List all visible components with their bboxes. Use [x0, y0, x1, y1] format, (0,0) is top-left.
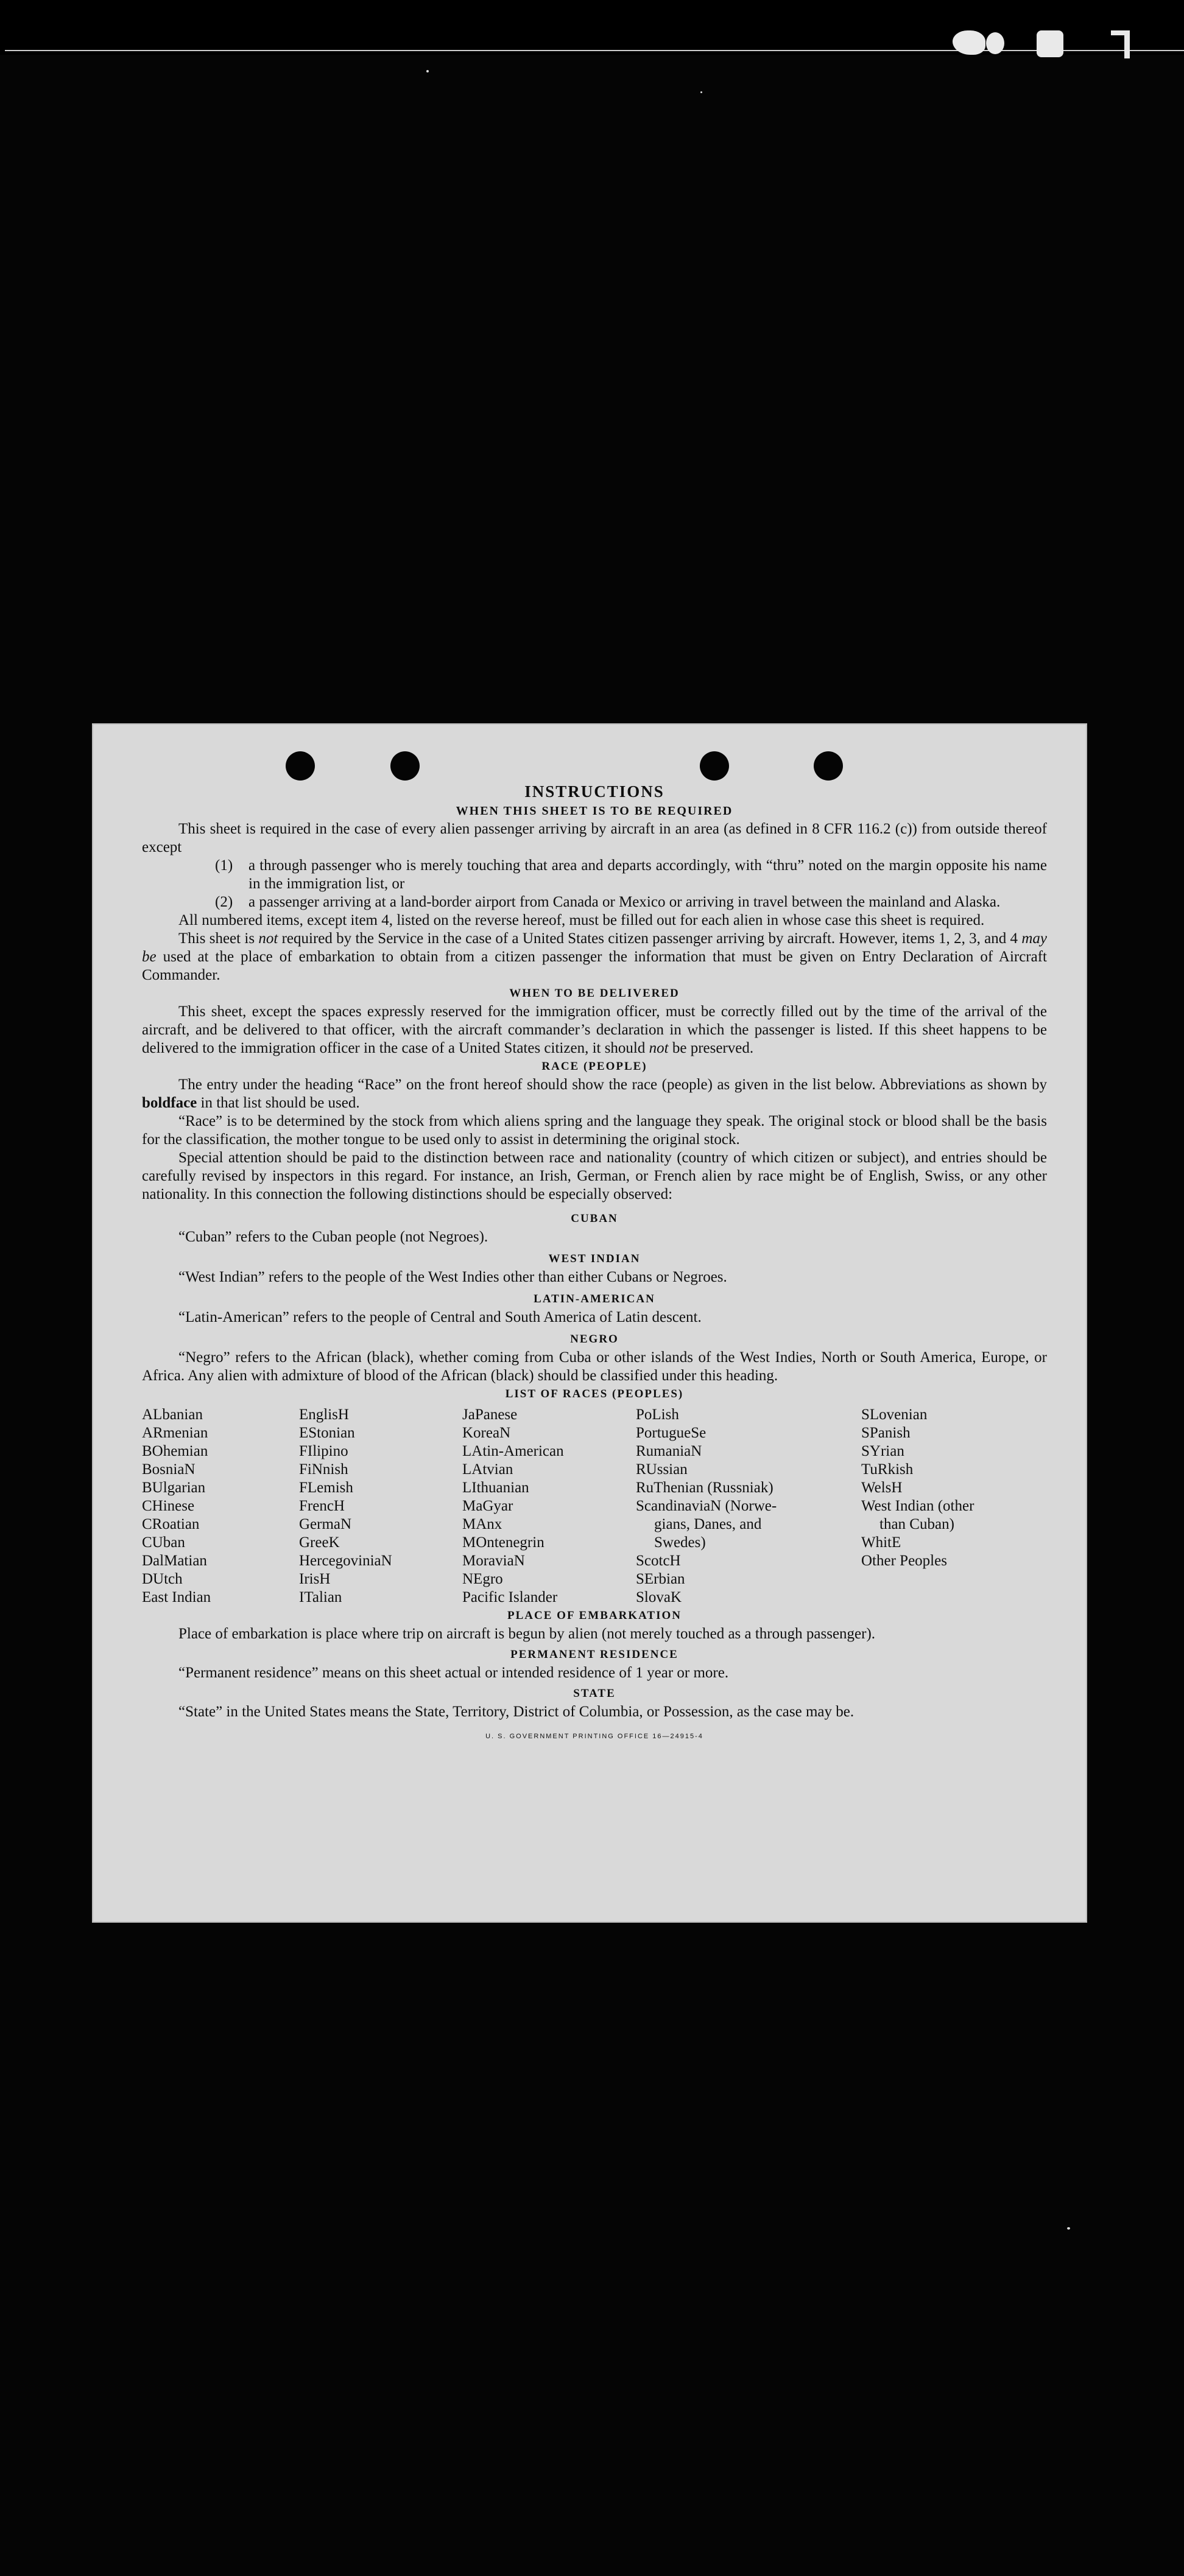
race-entry: ITalian — [299, 1589, 342, 1606]
race-entry-continuation: gians, Danes, and — [654, 1516, 762, 1532]
bold-term: boldface — [142, 1095, 197, 1111]
race-entry: ScandinaviaN (Norwe- — [636, 1498, 777, 1514]
film-speck — [1067, 2227, 1070, 2230]
race-entry: MAnx — [462, 1516, 502, 1532]
race-entry: FrencH — [299, 1498, 345, 1514]
race-entry: SYrian — [861, 1443, 904, 1459]
required-intro: This sheet is required in the case of every alien passenger arriving by aircraft in an area (as defined in 8 CFR 116.2 (c)) from outside thereof except — [142, 821, 1047, 855]
film-speck — [700, 91, 702, 93]
punch-hole — [700, 751, 729, 781]
residence-paragraph: “Permanent residence” means on this sheet actual or intended residence of 1 year or more. — [178, 1665, 729, 1681]
document-page — [92, 723, 1087, 1923]
race-entry-continuation: than Cuban) — [879, 1516, 954, 1532]
delivered-paragraph — [142, 1003, 1047, 1058]
race-entry: Pacific Islander — [462, 1589, 558, 1606]
race-entry: West Indian (other — [861, 1498, 974, 1514]
emphasis: may be — [142, 930, 1047, 965]
race-entry: ScotcH — [636, 1553, 681, 1569]
text-run: used at the place of embarkation to obtain from a citizen passenger the information that must be given on Entry Declaration of Aircraft Commander. — [142, 949, 1047, 983]
race-entry: ALbanian — [142, 1406, 203, 1423]
negro-paragraph: “Negro” refers to the African (black), whether coming from Cuba or other islands of the West Indies, North or South America, Europe, or Africa. Any alien with admixture of blood of the African (black) should be classified under this heading. — [142, 1349, 1047, 1384]
race-entry: CUban — [142, 1534, 185, 1551]
citizen-paragraph — [142, 930, 1047, 984]
emphasis: not — [258, 930, 278, 947]
race-entry: EStonian — [299, 1425, 355, 1441]
embarkation-heading: PLACE OF EMBARKATION — [507, 1609, 682, 1622]
race-entry: CRoatian — [142, 1516, 200, 1532]
frame-mark — [1124, 30, 1130, 58]
race-entry: WhitE — [861, 1534, 901, 1551]
races-list — [142, 1406, 1047, 1607]
text-run: This sheet is — [178, 930, 259, 947]
text-run: in that list should be used. — [197, 1095, 360, 1111]
race-entry: RumaniaN — [636, 1443, 702, 1459]
numbered-items-note: All numbered items, except item 4, listed on the reverse hereof, must be filled out for each alien in whose case this sheet is required. — [178, 912, 985, 928]
race-entry: LIthuanian — [462, 1479, 529, 1496]
race-entry: BOhemian — [142, 1443, 208, 1459]
race-entry: SPanish — [861, 1425, 911, 1441]
race-entry: MaGyar — [462, 1498, 513, 1514]
exception-item-2 — [142, 893, 1047, 911]
instructions-content — [142, 781, 1047, 1746]
state-paragraph: “State” in the United States means the State, Territory, District of Columbia, or Possession, as the case may be. — [178, 1704, 855, 1720]
text-run: required by the Service in the case of a United States citizen passenger arriving by aircraft. However, items 1, 2, 3, and 4 — [278, 930, 1022, 947]
race-entry: Other Peoples — [861, 1553, 947, 1569]
punch-hole — [286, 751, 315, 781]
text-run: The entry under the heading “Race” on the front hereof should show the race (people) as given in the list below. Abbreviations as shown by — [178, 1076, 1047, 1093]
instructions-title: INSTRUCTIONS — [524, 782, 664, 801]
race-entry: HercegoviniaN — [299, 1553, 392, 1569]
race-entry: DUtch — [142, 1571, 183, 1587]
race-entry: FLemish — [299, 1479, 353, 1496]
race-entry-continuation: Swedes) — [654, 1534, 706, 1551]
race-entry: MOntenegrin — [462, 1534, 544, 1551]
cuban-paragraph: “Cuban” refers to the Cuban people (not Negroes). — [178, 1229, 488, 1245]
latin-paragraph: “Latin-American” refers to the people of Central and South America of Latin descent. — [178, 1309, 702, 1325]
race-entry: BUlgarian — [142, 1479, 206, 1496]
race-entry: LAtin-American — [462, 1443, 564, 1459]
races-column-4 — [636, 1406, 861, 1607]
item-number: (1) — [215, 857, 233, 874]
race-entry: RUssian — [636, 1461, 688, 1478]
race-paragraph-2: “Race” is to be determined by the stock from which aliens spring and the language they speak. The original stock or blood shall be the basis for the classification, the mother tongue to be used only to assist in determining the original stock. — [142, 1113, 1047, 1148]
race-entry: PortugueSe — [636, 1425, 707, 1441]
frame-mark — [1037, 30, 1063, 57]
race-heading: RACE (PEOPLE) — [541, 1060, 647, 1073]
cuban-heading: CUBAN — [571, 1212, 618, 1225]
race-entry: FiNnish — [299, 1461, 348, 1478]
list-of-races-heading: LIST OF RACES (PEOPLES) — [505, 1388, 684, 1400]
races-column-3 — [462, 1406, 636, 1607]
race-paragraph-3: Special attention should be paid to the distinction between race and nationality (country of which citizen or subject), and entries should be carefully revised by inspectors in this regard. For instance, an Irish, German, or French alien by race might be of English, Swiss, or any other nationality. In this connection the following distinctions should be especially observed: — [142, 1149, 1047, 1202]
race-entry: JaPanese — [462, 1406, 518, 1423]
race-entry: BosniaN — [142, 1461, 196, 1478]
item-number: (2) — [215, 894, 233, 910]
punch-hole — [814, 751, 843, 781]
race-entry: SErbian — [636, 1571, 685, 1587]
races-column-5 — [861, 1406, 1047, 1607]
race-entry: SlovaK — [636, 1589, 682, 1606]
race-entry: East Indian — [142, 1589, 211, 1606]
race-entry: PoLish — [636, 1406, 679, 1423]
race-entry: ARmenian — [142, 1425, 208, 1441]
race-entry: LAtvian — [462, 1461, 513, 1478]
races-column-2 — [299, 1406, 462, 1607]
race-entry: CHinese — [142, 1498, 195, 1514]
negro-heading: NEGRO — [570, 1333, 619, 1346]
race-entry: DalMatian — [142, 1553, 207, 1569]
race-entry: KoreaN — [462, 1425, 511, 1441]
race-entry: TuRkish — [861, 1461, 914, 1478]
delivered-heading: WHEN TO BE DELIVERED — [509, 987, 680, 1000]
race-entry: GermaN — [299, 1516, 352, 1532]
film-speck — [426, 70, 429, 72]
westindian-paragraph: “West Indian” refers to the people of the West Indies other than either Cubans or Negroes. — [178, 1269, 727, 1285]
frame-mark — [953, 30, 985, 55]
item-text: a passenger arriving at a land-border airport from Canada or Mexico or arriving in travel between the mainland and Alaska. — [248, 894, 1001, 910]
printing-office-footer: U. S. GOVERNMENT PRINTING OFFICE 16—24915-4 — [485, 1733, 703, 1740]
embarkation-paragraph: Place of embarkation is place where trip on aircraft is begun by alien (not merely touched as a through passenger). — [178, 1626, 876, 1642]
punch-hole — [390, 751, 420, 781]
exception-item-1 — [142, 857, 1047, 893]
race-entry: EnglisH — [299, 1406, 349, 1423]
required-heading: WHEN THIS SHEET IS TO BE REQUIRED — [456, 804, 733, 818]
westindian-heading: WEST INDIAN — [548, 1252, 641, 1265]
race-entry: IrisH — [299, 1571, 331, 1587]
emphasis: not — [649, 1040, 669, 1056]
item-text: a through passenger who is merely touching that area and departs accordingly, with “thru” noted on the margin opposite his name in the immigration list, or — [248, 857, 1047, 892]
race-paragraph-1 — [142, 1076, 1047, 1112]
race-entry: NEgro — [462, 1571, 503, 1587]
race-entry: WelsH — [861, 1479, 903, 1496]
race-entry: FIlipino — [299, 1443, 348, 1459]
race-entry: SLovenian — [861, 1406, 928, 1423]
race-entry: MoraviaN — [462, 1553, 525, 1569]
residence-heading: PERMANENT RESIDENCE — [510, 1648, 678, 1661]
race-entry: GreeK — [299, 1534, 340, 1551]
film-frame-marks — [898, 30, 1154, 73]
races-column-1 — [142, 1406, 299, 1607]
state-heading: STATE — [573, 1687, 616, 1700]
text-run: be preserved. — [668, 1040, 754, 1056]
text-run: This sheet, except the spaces expressly reserved for the immigration officer, must be correctly filled out by the time of the arrival of the aircraft, and be delivered to that officer, with the aircraft commander’s declaration in which the passenger is listed. If this sheet happens to be delivered to the immigration officer in the case of a United States citizen, it should — [142, 1003, 1047, 1056]
race-entry: RuThenian (Russniak) — [636, 1479, 773, 1496]
latin-heading: LATIN-AMERICAN — [534, 1293, 655, 1305]
frame-mark — [986, 32, 1004, 54]
